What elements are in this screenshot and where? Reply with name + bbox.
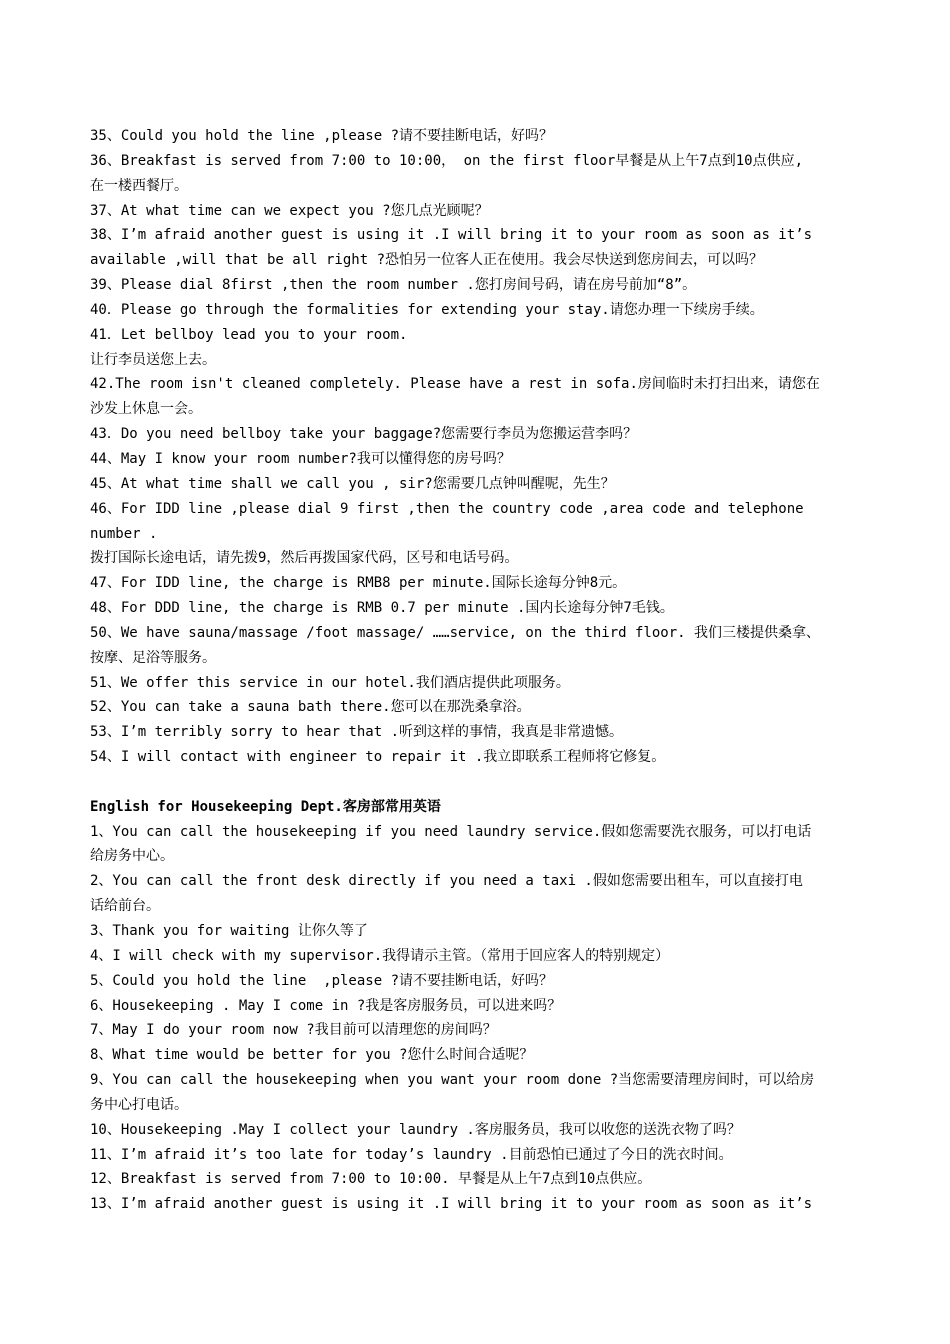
phrase-item: [90, 919, 862, 944]
phrase-item: [90, 671, 862, 696]
phrase-line: 54、I will contact with engineer to repair it .我立即联系工程师将它修复。: [90, 749, 666, 766]
phrase-item: [90, 372, 862, 422]
phrase-line: 42.The room isn't cleaned completely. Please have a rest in sofa.房间临时未打扫出来，请您在: [90, 376, 820, 393]
phrase-line: 让行李员送您上去。: [90, 351, 216, 368]
phrase-line: 47、For IDD line, the charge is RMB8 per minute.国际长途每分钟8元。: [90, 575, 627, 592]
phrase-line: 51、We offer this service in our hotel.我们酒店提供此项服务。: [90, 674, 570, 691]
phrase-item: [90, 1018, 862, 1043]
phrase-line: 13、I’m afraid another guest is using it .I will bring it to your room as soon as it’s: [90, 1196, 813, 1213]
phrase-item: [90, 124, 862, 149]
phrase-item: [90, 1043, 862, 1068]
phrase-line: 40．Please go through the formalities for extending your stay.请您办理一下续房手续。: [90, 301, 764, 318]
phrase-line: 给房务中心。: [90, 848, 174, 865]
phrase-item: [90, 422, 862, 447]
phrase-item: [90, 298, 862, 323]
phrase-line: 2、You can call the front desk directly if you need a taxi .假如您需要出租车，可以直接打电: [90, 873, 803, 890]
phrase-line: 沙发上休息一会。: [90, 401, 202, 418]
phrase-line: 拨打国际长途电话，请先拨9，然后再拨国家代码，区号和电话号码。: [90, 550, 519, 567]
section-spacer: [90, 770, 862, 795]
phrase-item: [90, 820, 862, 870]
phrase-line: 7、May I do your room now ?我目前可以清理您的房间吗？: [90, 1022, 497, 1039]
phrase-line: 35、Could you hold the line ,please ?请不要挂断电话，好吗？: [90, 128, 554, 144]
phrase-line: 8、What time would be better for you ?您什么时间合适呢？: [90, 1047, 534, 1064]
phrase-item: [90, 596, 862, 621]
phrase-item: [90, 1118, 862, 1143]
phrase-line: 45、At what time shall we call you , sir?您需要几点钟叫醒呢，先生？: [90, 475, 615, 492]
phrase-item: [90, 1143, 862, 1168]
phrase-line: 12、Breakfast is served from 7:00 to 10:00. 早餐是从上午7点到10点供应。: [90, 1171, 652, 1188]
document-page: [90, 124, 862, 1217]
phrase-item: [90, 273, 862, 298]
phrase-item: [90, 472, 862, 497]
phrase-line: 37、At what time can we expect you ?您几点光顾呢？: [90, 202, 489, 219]
phrase-item: [90, 621, 862, 671]
phrase-item: [90, 869, 862, 919]
phrase-line: available ,will that be all right ?恐怕另一位客人正在使用。我会尽快送到您房间去，可以吗？: [90, 252, 764, 269]
phrase-line: number .: [90, 525, 158, 542]
phrase-item: [90, 497, 862, 572]
phrase-line: 按摩、足浴等服务。: [90, 649, 216, 666]
phrase-item: [90, 323, 862, 373]
front-desk-phrase-list: [90, 124, 862, 770]
phrase-line: 3、Thank you for waiting 让你久等了: [90, 923, 368, 939]
phrase-line: 46、For IDD line ,please dial 9 first ,then the country code ,area code and telephone: [90, 500, 804, 517]
phrase-line: 53、I’m terribly sorry to hear that .听到这样的事情，我真是非常遗憾。: [90, 724, 624, 741]
phrase-line: 9、You can call the housekeeping when you want your room done ?当您需要清理房间时，可以给房: [90, 1072, 815, 1089]
phrase-item: [90, 720, 862, 745]
phrase-item: [90, 223, 862, 273]
phrase-line: 务中心打电话。: [90, 1096, 188, 1113]
phrase-line: 1、You can call the housekeeping if you need laundry service.假如您需要洗衣服务，可以打电话: [90, 823, 812, 840]
phrase-line: 41．Let bellboy lead you to your room.: [90, 326, 408, 343]
phrase-item: [90, 1167, 862, 1192]
phrase-line: 43．Do you need bellboy take your baggage?您需要行李员为您搬运营李吗？: [90, 426, 638, 443]
phrase-line: 44、May I know your room number?我可以懂得您的房号吗？: [90, 450, 511, 467]
phrase-item: [90, 969, 862, 994]
phrase-line: 50、We have sauna/massage /foot massage/ ……service, on the third floor. 我们三楼提供桑拿、: [90, 624, 821, 641]
phrase-item: [90, 695, 862, 720]
phrase-line: 11、I’m afraid it’s too late for today’s laundry .目前恐怕已通过了今日的洗衣时间。: [90, 1146, 733, 1163]
phrase-line: 在一楼西餐厅。: [90, 177, 188, 194]
phrase-line: 36、Breakfast is served from 7:00 to 10:00， on the first floor早餐是从上午7点到10点供应,: [90, 152, 804, 169]
phrase-item: [90, 149, 862, 199]
section-heading: English for Housekeeping Dept.客房部常用英语: [90, 798, 441, 815]
phrase-item: [90, 745, 862, 770]
phrase-item: [90, 447, 862, 472]
phrase-item: [90, 1068, 862, 1118]
phrase-item: [90, 1192, 862, 1217]
phrase-line: 5、Could you hold the line ,please ?请不要挂断电话，好吗？: [90, 972, 554, 989]
phrase-line: 48、For DDD line, the charge is RMB 0.7 per minute .国内长途每分钟7毛钱。: [90, 600, 674, 617]
phrase-item: [90, 994, 862, 1019]
phrase-line: 38、I’m afraid another guest is using it .I will bring it to your room as soon as it’s: [90, 227, 813, 244]
phrase-line: 6、Housekeeping . May I come in ?我是客房服务员，可以进来吗？: [90, 997, 562, 1014]
phrase-line: 话给前台。: [90, 898, 160, 915]
phrase-line: 4、I will check with my supervisor.我得请示主管。（常用于回应客人的特别规定）: [90, 947, 670, 964]
phrase-line: 52、You can take a sauna bath there.您可以在那洗桑拿浴。: [90, 699, 531, 716]
phrase-line: 10、Housekeeping .May I collect your laundry .客房服务员，我可以收您的送洗衣物了吗？: [90, 1121, 741, 1138]
housekeeping-phrase-list: [90, 820, 862, 1218]
phrase-item: [90, 571, 862, 596]
phrase-item: [90, 199, 862, 224]
phrase-line: 39、Please dial 8first ,then the room number .您打房间号码，请在房号前加“8”。: [90, 277, 697, 294]
phrase-item: [90, 944, 862, 969]
